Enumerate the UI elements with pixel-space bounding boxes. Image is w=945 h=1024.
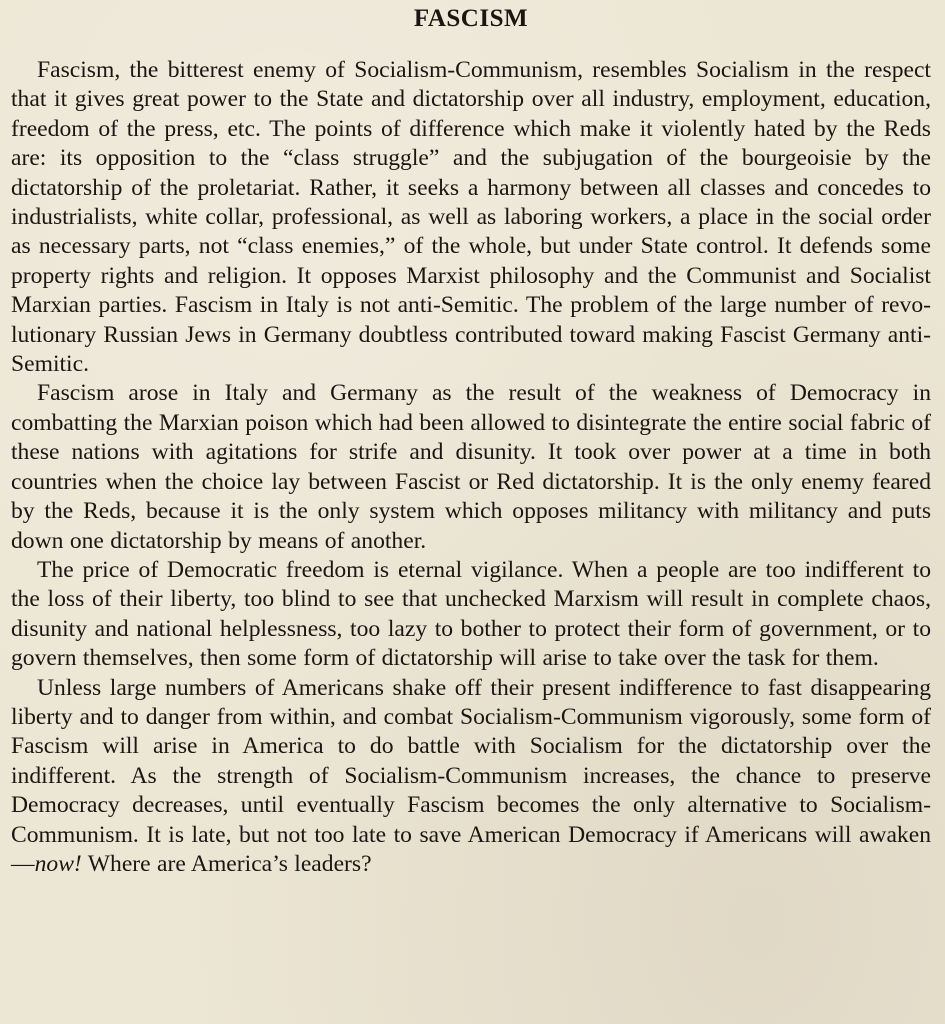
page-title: FASCISM (413, 5, 529, 32)
emphasis-now: now! (34, 850, 82, 877)
paragraph-1: Fascism, the bitterest enemy of Socialism-Communism, resembles Socialism in the respect that it gives great power to the State and dictatorship over all industry, employment, education, freedom of the press, etc. The points of difference which make it violently hated by the Reds are: its opposition to the “class struggle” and the subjugation of the bourgeoisie by the dictatorship of the proletariat. Rather, it seeks a harmony between all classes and concedes to industrialists, white collar, professional, as well as laboring workers, a place in the social order as necessary parts, not “class enemies,” of the whole, but under State control. It defends some property rights and religion. It opposes Marxist philosophy and the Communist and Socialist Marxian parties. Fascism in Italy is not anti-Semitic. The problem of the large number of revolutionary Russian Jews in Germany doubtless contributed toward making Fascist Germany anti-Semitic. (11, 57, 931, 378)
paragraph-4-text: Unless large numbers of Americans shake off their present indifference to fast disappearing liberty and to danger from within, and combat Socialism-Communism vigorously, some form of Fascism will arise in America to do battle with Socialism for the dictatorship over the indifferent. As the strength of Socialism-Communism increases, the chance to preserve Democracy decreases, until eventually Fascism becomes the only alternative to Socialism-Communism. It is late, but not too late to save American Democracy if Americans will awaken— (11, 674, 931, 877)
paragraph-2: Fascism arose in Italy and Germany as the result of the weakness of Democracy in combatting the Marxian poison which had been allowed to disintegrate the entire social fabric of these nations with agitations for strife and disunity. It took over power at a time in both countries when the choice lay between Fascist or Red dictatorship. It is the only enemy feared by the Reds, because it is the only system which opposes militancy with militancy and puts down one dictatorship by means of another. (11, 380, 931, 554)
paragraph-4 (11, 674, 931, 880)
paragraph-3: The price of Democratic freedom is eternal vigilance. When a people are too indifferent to the loss of their liberty, too blind to see that unchecked Marxism will result in complete chaos, disunity and national helplessness, too lazy to bother to protect their form of government, or to govern themselves, then some form of dictatorship will arise to take over the task for them. (11, 556, 931, 672)
paragraph-4-tail: Where are America’s leaders? (81, 850, 372, 877)
